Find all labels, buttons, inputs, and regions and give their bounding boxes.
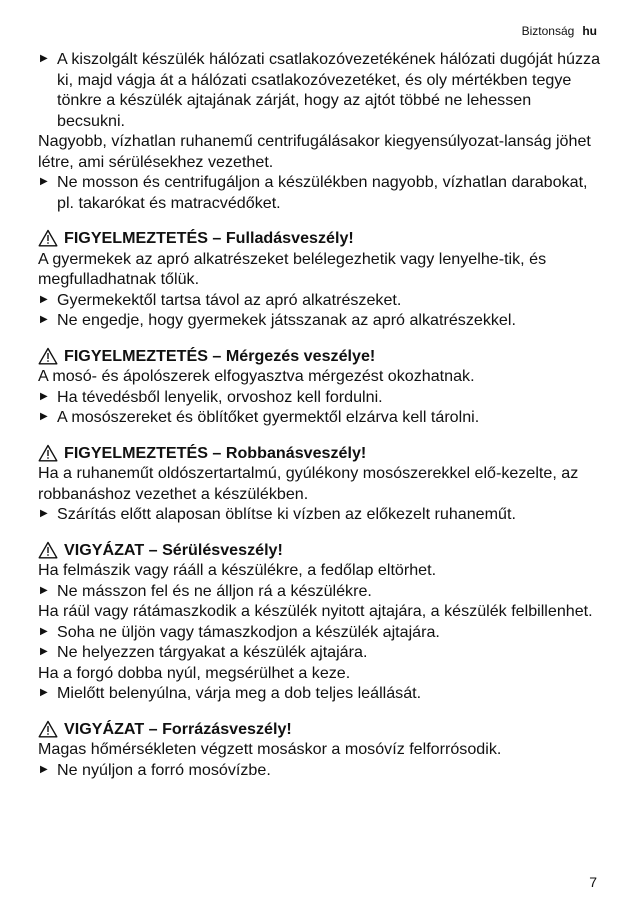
warning-triangle-icon: [38, 229, 58, 247]
bullet-text: A kiszolgált készülék hálózati csatlakozóvezetékének hálózati dugóját húzza ki, majd vágja át a hálózati csatlakozóvezetéket, és oly mértékben tegye tönkre a készülék ajtajának zárját, hogy az ajtót többé ne lehessen becsukni.: [57, 50, 601, 130]
triangle-right-icon: ▶: [40, 176, 48, 187]
triangle-right-icon: ▶: [40, 508, 48, 519]
bullet-item: [38, 760, 603, 781]
bullet-text: Ne engedje, hogy gyermekek játsszanak az apró alkatrészekkel.: [57, 311, 516, 329]
warning-triangle-icon: [38, 720, 58, 738]
warning-triangle-icon: [38, 541, 58, 559]
triangle-right-icon: ▶: [40, 390, 48, 402]
section-title: VIGYÁZAT – Forrázásveszély!: [64, 719, 292, 738]
warning-sections: [38, 228, 603, 780]
triangle-right-icon: ▶: [40, 763, 48, 775]
language-code: hu: [582, 24, 597, 38]
warning-section: [38, 346, 603, 428]
paragraph: Magas hőmérsékleten végzett mosáskor a mosóvíz felforrósodik.: [38, 740, 502, 758]
intro-block: [38, 49, 603, 213]
warning-triangle-icon: [38, 444, 58, 462]
bullet-text: Szárítás előtt alaposan öblítse ki vízben az előkezelt ruhaneműt.: [57, 505, 516, 523]
bullet-item: [38, 387, 603, 408]
triangle-right-icon: ▶: [40, 687, 48, 698]
paragraph: Ha felmászik vagy rááll a készülékre, a fedőlap eltörhet.: [38, 561, 437, 579]
bullet-item: [38, 622, 603, 643]
triangle-right-icon: ▶: [40, 293, 48, 305]
bullet-text: A mosószereket és öblítőket gyermektől elzárva kell tárolni.: [57, 408, 480, 426]
bullet-text: Ne mosson és centrifugáljon a készülékben nagyobb, vízhatlan darabokat, pl. takarókat és matracvédőket.: [57, 173, 588, 212]
section-title: VIGYÁZAT – Sérülésveszély!: [64, 540, 283, 559]
section-label: Biztonság: [521, 24, 575, 38]
bullet-text: Ne nyúljon a forró mosóvízbe.: [57, 760, 271, 779]
bullet-item: [38, 642, 603, 663]
paragraph: Ha a forgó dobba nyúl, megsérülhet a keze.: [38, 663, 351, 682]
warning-section: [38, 228, 603, 331]
bullet-item: [38, 581, 603, 602]
paragraph: Ha ráül vagy rátámaszkodik a készülék nyitott ajtajára, a készülék felbillenhet.: [38, 602, 593, 620]
bullet-item: [38, 290, 603, 311]
bullet-text: Ne másszon fel és ne álljon rá a készülékre.: [57, 581, 372, 600]
bullet-item: [38, 407, 603, 428]
bullet-text: Gyermekektől tartsa távol az apró alkatrészeket.: [57, 290, 402, 309]
bullet-text: Ne helyezzen tárgyakat a készülék ajtajára.: [57, 643, 368, 661]
section-title: FIGYELMEZTETÉS – Mérgezés veszélye!: [64, 346, 376, 365]
bullet-text: Mielőtt belenyúlna, várja meg a dob teljes leállását.: [57, 684, 422, 702]
document-body: [38, 49, 603, 780]
section-heading: [38, 540, 603, 561]
section-heading: [38, 719, 603, 740]
paragraph: A mosó- és ápolószerek elfogyasztva mérgezést okozhatnak.: [38, 367, 475, 385]
section-heading: [38, 443, 603, 464]
section-title: FIGYELMEZTETÉS – Fulladásveszély!: [64, 229, 354, 247]
bullet-item: [38, 504, 603, 525]
triangle-right-icon: ▶: [40, 411, 48, 422]
paragraph: A gyermekek az apró alkatrészeket belélegezhetik vagy lenyelhe-tik, és megfulladhatnak tőlük.: [38, 249, 547, 288]
paragraph: Nagyobb, vízhatlan ruhanemű centrifugálásakor kiegyensúlyozat-lanság jöhet létre, ami sérülésekhez vezethet.: [38, 132, 591, 171]
triangle-right-icon: ▶: [40, 625, 48, 637]
triangle-right-icon: ▶: [40, 584, 48, 596]
section-title: FIGYELMEZTETÉS – Robbanásveszély!: [64, 443, 367, 462]
bullet-item: [38, 172, 603, 213]
bullet-item: [38, 683, 603, 704]
warning-section: [38, 443, 603, 525]
bullet-text: Soha ne üljön vagy támaszkodjon a készülék ajtajára.: [57, 622, 440, 641]
bullet-item: [38, 310, 603, 331]
triangle-right-icon: ▶: [40, 646, 48, 657]
page-number: 7: [589, 874, 597, 890]
triangle-right-icon: ▶: [40, 314, 48, 325]
section-heading: [38, 228, 603, 249]
warning-section: [38, 719, 603, 781]
triangle-right-icon: ▶: [40, 53, 48, 64]
page-header: [522, 24, 597, 38]
bullet-item: [38, 49, 603, 131]
section-heading: [38, 346, 603, 367]
warning-section: [38, 540, 603, 704]
paragraph: Ha a ruhaneműt oldószertartalmú, gyúlékony mosószerekkel elő-kezelte, az robbanáshoz vezethet a készülékben.: [38, 464, 579, 503]
warning-triangle-icon: [38, 347, 58, 365]
bullet-text: Ha tévedésből lenyelik, orvoshoz kell fordulni.: [57, 387, 383, 406]
